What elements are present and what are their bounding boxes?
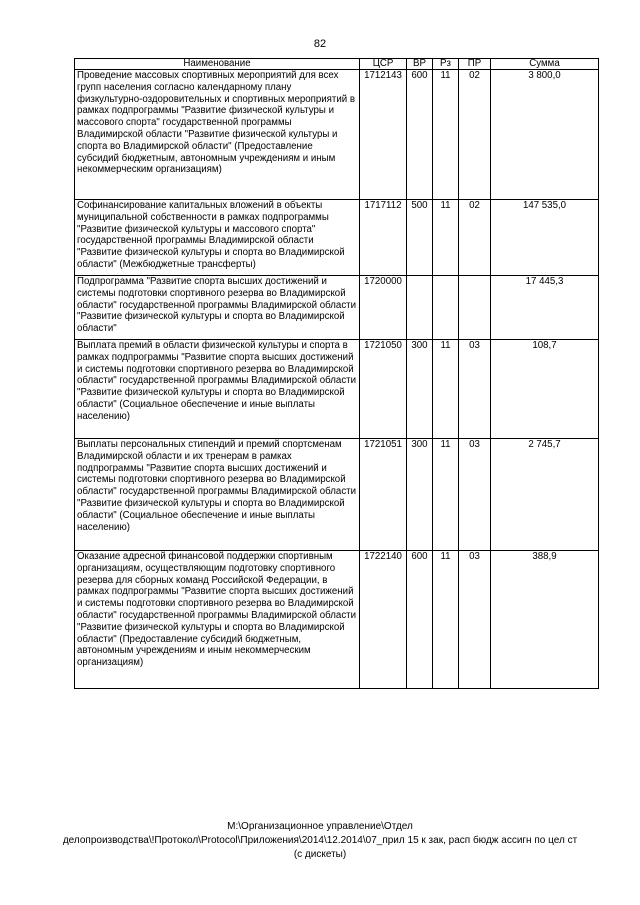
budget-table	[74, 58, 599, 689]
table-row	[75, 551, 599, 689]
row-pr: 03	[459, 439, 491, 551]
row-rz	[433, 276, 459, 340]
header-vr: ВР	[407, 59, 433, 70]
row-rz: 11	[433, 551, 459, 689]
row-name: Выплаты персональных стипендий и премий спортсменам Владимирской области и их тренерам в рамках подпрограммы "Развитие спорта высших достижений и системы подготовки спортивного резерва во Владимирской области" государственной программы Владимирской области "Развитие физической культуры и спорта во Владимирской области" (Социальное обеспечение и иные выплаты населению)	[75, 439, 360, 551]
row-csr: 1722140	[360, 551, 407, 689]
header-name: Наименование	[75, 59, 360, 70]
row-sum: 2 745,7	[491, 439, 599, 551]
row-rz: 11	[433, 70, 459, 200]
row-vr: 300	[407, 340, 433, 439]
row-csr: 1721051	[360, 439, 407, 551]
row-pr: 03	[459, 340, 491, 439]
page-number: 82	[313, 38, 327, 50]
row-name: Проведение массовых спортивных мероприятий для всех групп населения согласно календарному плану физкультурно-оздоровительных и спортивных мероприятий в рамках подпрограммы "Развитие физической культуры и массового спорта" государственной программы Владимирской области "Развитие физической культуры и спорта во Владимирской области" (Предоставление субсидий бюджетным, автономным учреждениям и иным некоммерческим организациям)	[75, 70, 360, 200]
table-row	[75, 340, 599, 439]
footer-line-2: делопроизводства\!Протокол\Protocol\Приложения\2014\12.2014\07_прил 15 к зак, расп бюдж ассигн по цел ст	[62, 835, 578, 846]
table-row	[75, 276, 599, 340]
row-name: Выплата премий в области физической культуры и спорта в рамках подпрограммы "Развитие спорта высших достижений и системы подготовки спортивного резерва во Владимирской области" государственной программы Владимирской области "Развитие физической культуры и спорта во Владимирской области" (Социальное обеспечение и иные выплаты населению)	[75, 340, 360, 439]
table-row	[75, 200, 599, 276]
row-name: Софинансирование капитальных вложений в объекты муниципальной собственности в рамках подпрограммы "Развитие физической культуры и массового спорта" государственной программы Владимирской области "Развитие физической культуры и спорта во Владимирской области" (Межбюджетные трансферты)	[75, 200, 360, 276]
header-csr: ЦСР	[360, 59, 407, 70]
row-name: Оказание адресной финансовой поддержки спортивным организациям, осуществляющим подготовку спортивного резерва для сборных команд Российской Федерации, в рамках подпрограммы "Развитие спорта высших достижений и системы подготовки спортивного резерва во Владимирской области" государственной программы Владимирской области "Развитие физической культуры и спорта во Владимирской области" (Предоставление субсидий бюджетным, автономным учреждениям и иным некоммерческим организациям)	[75, 551, 360, 689]
row-csr: 1712143	[360, 70, 407, 200]
row-csr: 1721050	[360, 340, 407, 439]
row-pr: 02	[459, 200, 491, 276]
row-rz: 11	[433, 439, 459, 551]
row-rz: 11	[433, 200, 459, 276]
row-sum: 3 800,0	[491, 70, 599, 200]
footer-line-3: (с дискеты)	[293, 849, 347, 860]
table-row	[75, 439, 599, 551]
row-pr	[459, 276, 491, 340]
row-vr: 500	[407, 200, 433, 276]
row-pr: 03	[459, 551, 491, 689]
row-sum: 17 445,3	[491, 276, 599, 340]
row-name: Подпрограмма "Развитие спорта высших достижений и системы подготовки спортивного резерва во Владимирской области" государственной программы Владимирской области "Развитие физической культуры и спорта во Владимирской области"	[75, 276, 360, 340]
row-vr: 600	[407, 70, 433, 200]
file-path-footer	[0, 820, 640, 862]
header-rz: Рз	[433, 59, 459, 70]
row-sum: 108,7	[491, 340, 599, 439]
header-pr: ПР	[459, 59, 491, 70]
table-row	[75, 70, 599, 200]
row-sum: 147 535,0	[491, 200, 599, 276]
table-header-row	[75, 59, 599, 70]
row-vr: 300	[407, 439, 433, 551]
footer-line-1: M:\Организационное управление\Отдел	[227, 821, 413, 832]
row-sum: 388,9	[491, 551, 599, 689]
row-csr: 1717112	[360, 200, 407, 276]
row-vr	[407, 276, 433, 340]
row-rz: 11	[433, 340, 459, 439]
header-sum: Сумма	[491, 59, 599, 70]
row-csr: 1720000	[360, 276, 407, 340]
row-pr: 02	[459, 70, 491, 200]
row-vr: 600	[407, 551, 433, 689]
